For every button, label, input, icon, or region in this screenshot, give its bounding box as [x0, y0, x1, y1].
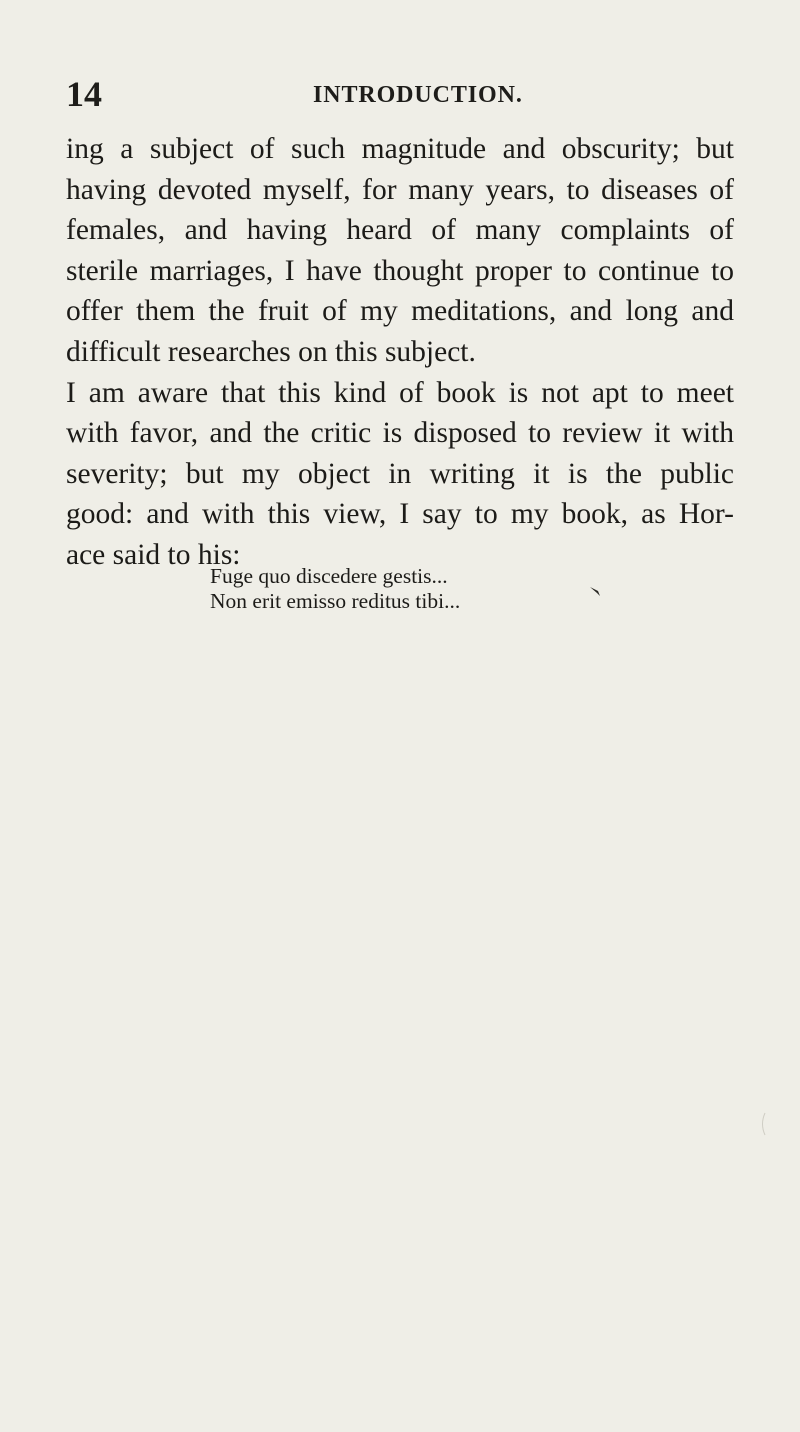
latin-quotation	[210, 564, 460, 614]
quote-line: Fuge quo discedere gestis...	[210, 564, 448, 588]
running-head	[66, 74, 734, 114]
text-line: ing a subject of such magnitude and obscurity; but	[66, 133, 734, 165]
text-line: I am aware that this kind of book is not apt to meet	[66, 376, 734, 409]
faint-paper-mark	[758, 1112, 768, 1136]
text-line: offer them the fruit of my meditations, and long and	[66, 295, 734, 328]
page-number: 14	[66, 74, 102, 114]
quote-line: Non erit emisso reditus tibi...	[210, 589, 461, 613]
text-line: severity; but my object in writing it is the public	[66, 457, 734, 490]
text-line: with favor, and the critic is disposed to review it with	[66, 417, 734, 450]
text-line: good: and with this view, I say to my book, as Hor-	[66, 498, 734, 531]
ink-speck-mark	[589, 585, 601, 597]
text-line: difficult researches on this subject.	[66, 335, 476, 368]
text-line: sterile marriages, I have thought proper to continue to	[66, 254, 734, 287]
text-line: having devoted myself, for many years, to diseases of	[66, 173, 734, 206]
text-line: ace said to his:	[66, 538, 241, 571]
running-title: INTRODUCTION.	[313, 82, 523, 108]
body-text	[66, 129, 734, 576]
text-line: females, and having heard of many complaints of	[66, 214, 734, 247]
